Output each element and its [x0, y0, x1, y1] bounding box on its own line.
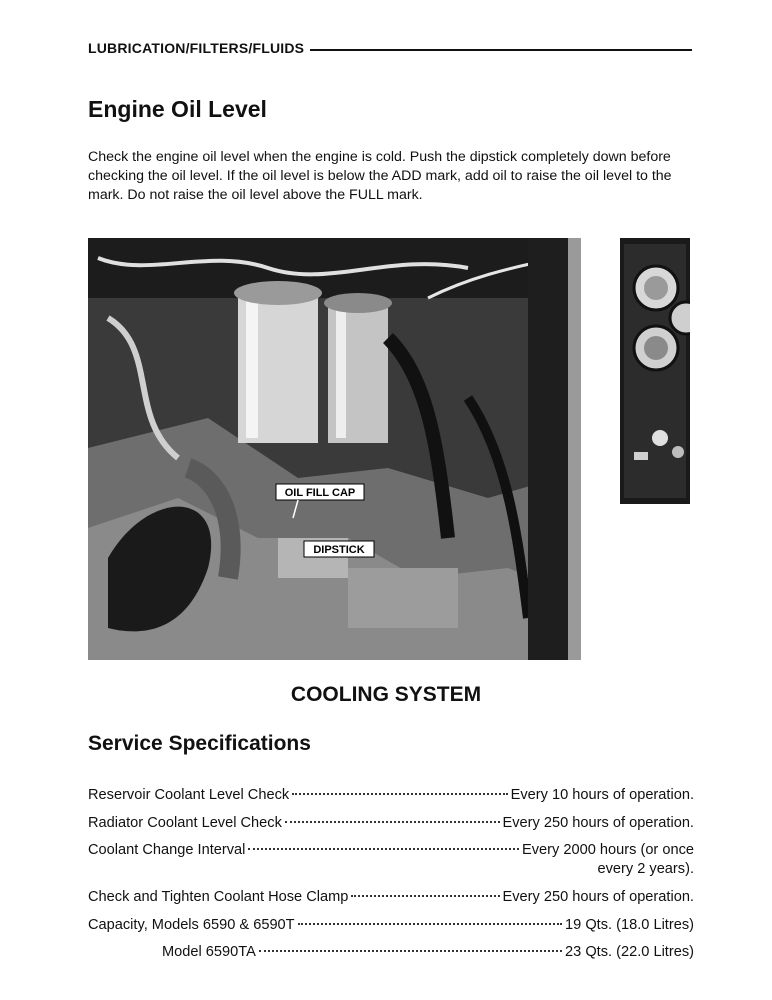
page-header [88, 38, 692, 58]
spec-row [88, 888, 694, 907]
spec-label: Capacity, Models 6590 & 6590T [88, 917, 295, 933]
spec-row [88, 916, 694, 935]
spec-value: Every 250 hours of operation. [502, 815, 694, 831]
spec-row [88, 786, 694, 805]
leader-dots [259, 950, 562, 952]
spec-label: Reservoir Coolant Level Check [88, 787, 290, 803]
spec-label: Coolant Change Interval [88, 842, 246, 858]
dipstick-label: DIPSTICK [313, 544, 365, 556]
cooling-system-heading: COOLING SYSTEM [290, 683, 482, 706]
engine-oil-heading: Engine Oil Level [88, 96, 267, 122]
leader-dots [248, 848, 519, 850]
instrument-panel-photo [620, 238, 690, 504]
engine-photo [88, 238, 581, 660]
leader-dots [351, 895, 499, 897]
spec-value: Every 10 hours of operation. [510, 787, 694, 803]
oil-fill-cap-label: OIL FILL CAP [284, 487, 356, 499]
engine-oil-instructions: Check the engine oil level when the engine is cold. Push the dipstick completely down before checking the oil level. If the oil level is below the ADD mark, add oil to raise the oil level to the mark. Do not raise the oil level above the FULL mark. [88, 149, 672, 203]
spec-value-continuation: every 2 years). [597, 861, 694, 877]
header-rule [310, 49, 692, 51]
spec-value: 19 Qts. (18.0 Litres) [565, 917, 694, 933]
spec-value: Every 2000 hours (or once [522, 842, 694, 858]
spec-row [162, 943, 694, 962]
spec-row [88, 814, 694, 833]
spec-label: Model 6590TA [162, 944, 256, 960]
spec-label: Radiator Coolant Level Check [88, 815, 282, 831]
spec-row [88, 841, 694, 860]
leader-dots [292, 793, 507, 795]
service-specifications-heading: Service Specifications [88, 732, 311, 755]
spec-value: 23 Qts. (22.0 Litres) [565, 944, 694, 960]
leader-dots [298, 923, 562, 925]
section-header-label: LUBRICATION/FILTERS/FLUIDS [88, 40, 305, 56]
spec-label: Check and Tighten Coolant Hose Clamp [88, 889, 349, 905]
spec-value: Every 250 hours of operation. [502, 889, 694, 905]
leader-dots [285, 821, 500, 823]
